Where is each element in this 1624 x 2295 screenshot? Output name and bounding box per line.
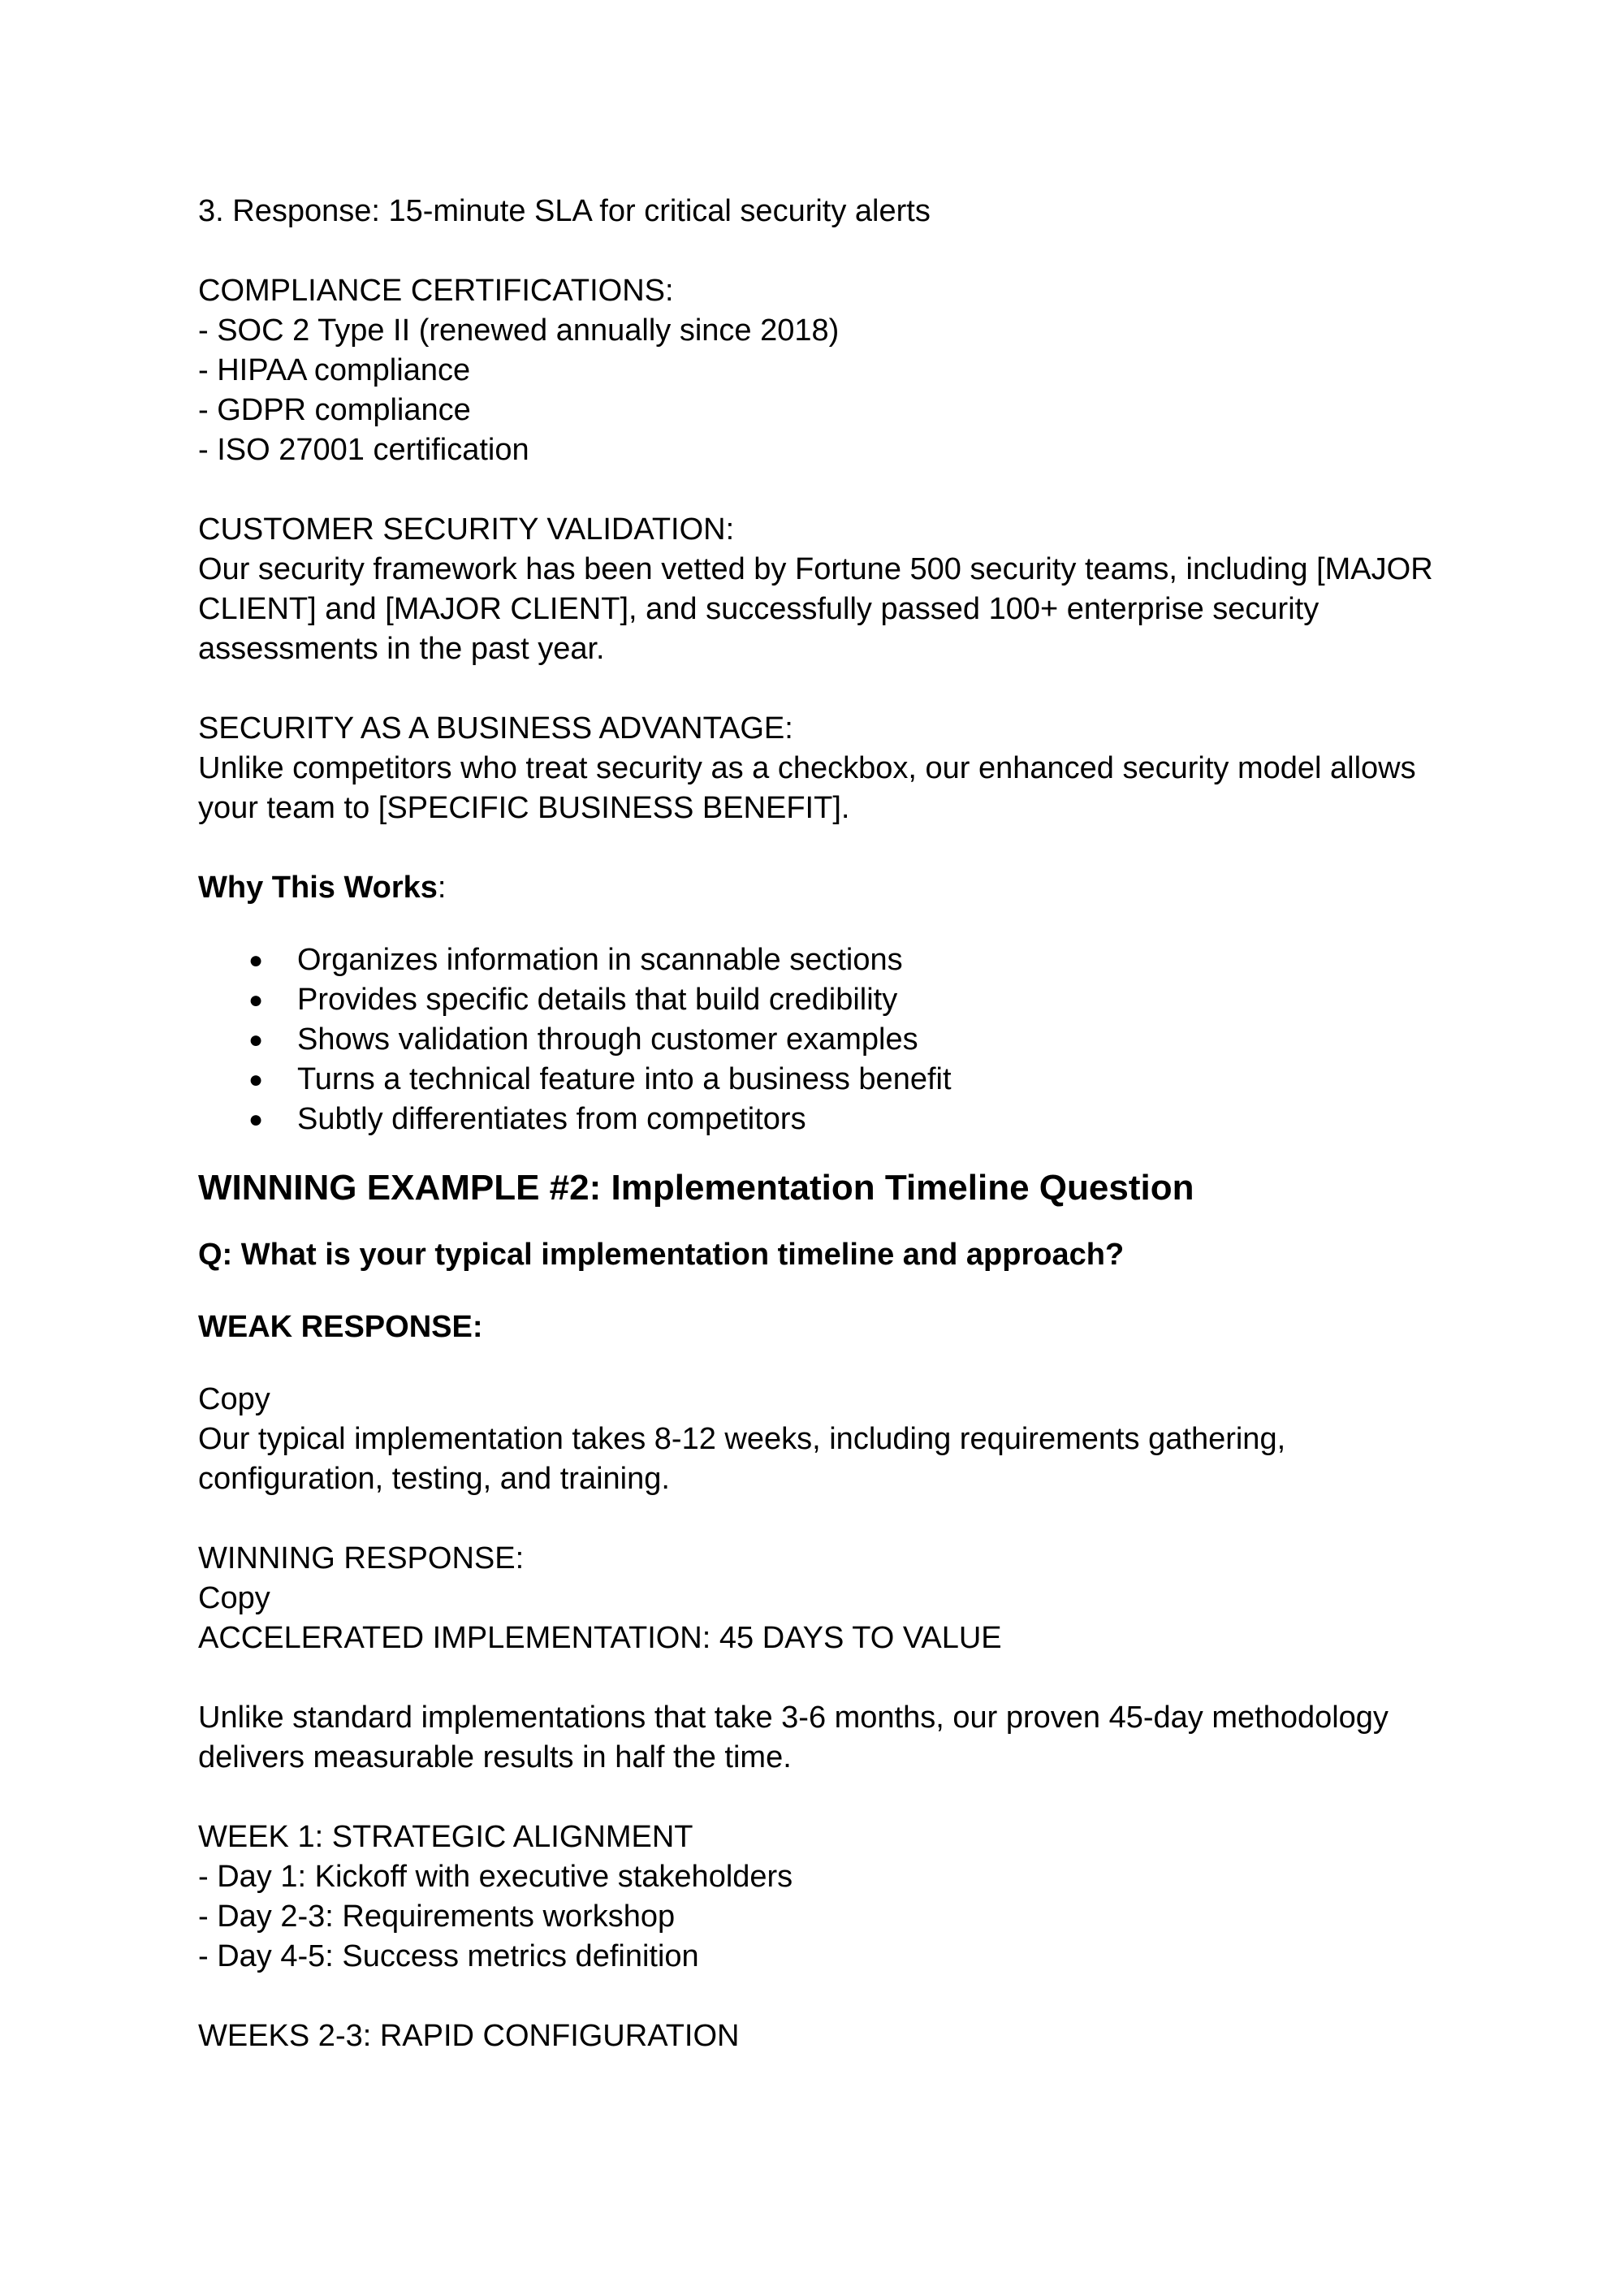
list-item-text: Shows validation through customer examples bbox=[297, 1022, 918, 1057]
compliance-heading: COMPLIANCE CERTIFICATIONS: bbox=[198, 274, 674, 308]
compliance-item: - HIPAA compliance bbox=[198, 353, 471, 387]
winning-copy-label: Copy bbox=[198, 1581, 270, 1615]
winning-response-label: WINNING RESPONSE: bbox=[198, 1541, 525, 1575]
advantage-text-line: your team to [SPECIFIC BUSINESS BENEFIT]. bbox=[198, 791, 850, 825]
spacer bbox=[198, 1275, 1449, 1307]
why-this-works-colon: : bbox=[437, 871, 447, 905]
response-sla-line: 3. Response: 15-minute SLA for critical security alerts bbox=[198, 194, 931, 228]
bullet-icon: ● bbox=[248, 987, 264, 1014]
week-1-item: - Day 2-3: Requirements workshop bbox=[198, 1900, 676, 1934]
weeks-2-3-heading: WEEKS 2-3: RAPID CONFIGURATION bbox=[198, 2019, 740, 2053]
week-1-heading: WEEK 1: STRATEGIC ALIGNMENT bbox=[198, 1820, 693, 1854]
spacer bbox=[198, 470, 1449, 510]
list-item-text: Organizes information in scannable sections bbox=[297, 943, 903, 977]
spacer bbox=[198, 231, 1449, 271]
why-this-works-bold: Why This Works bbox=[198, 871, 438, 905]
list-item bbox=[198, 1100, 1449, 1139]
list-item bbox=[198, 980, 1449, 1020]
list-item-text: Turns a technical feature into a business benefit bbox=[297, 1062, 952, 1096]
spacer bbox=[198, 1347, 1449, 1380]
week-1-item: - Day 4-5: Success metrics definition bbox=[198, 1939, 699, 1973]
spacer bbox=[198, 1778, 1449, 1817]
example-2-heading: WINNING EXAMPLE #2: Implementation Timeline Question bbox=[198, 1168, 1194, 1208]
advantage-text-line: Unlike competitors who treat security as a checkbox, our enhanced security model allows bbox=[198, 751, 1416, 785]
spacer bbox=[198, 1658, 1449, 1698]
advantage-heading: SECURITY AS A BUSINESS ADVANTAGE: bbox=[198, 711, 793, 746]
week-1-item: - Day 1: Kickoff with executive stakeholders bbox=[198, 1860, 793, 1894]
bullet-icon: ● bbox=[248, 947, 264, 974]
list-item-text: Subtly differentiates from competitors bbox=[297, 1102, 806, 1136]
spacer bbox=[198, 828, 1449, 868]
list-item bbox=[198, 940, 1449, 980]
why-bullet-list bbox=[198, 940, 1449, 1139]
intro-line: delivers measurable results in half the time. bbox=[198, 1740, 792, 1774]
spacer bbox=[198, 669, 1449, 709]
compliance-item: - ISO 27001 certification bbox=[198, 433, 529, 467]
spacer bbox=[198, 908, 1449, 940]
compliance-item: - GDPR compliance bbox=[198, 393, 471, 427]
weak-response-line: Our typical implementation takes 8-12 weeks, including requirements gathering, bbox=[198, 1422, 1286, 1456]
list-item-text: Provides specific details that build credibility bbox=[297, 983, 898, 1017]
weak-response-line: configuration, testing, and training. bbox=[198, 1462, 670, 1496]
list-item bbox=[198, 1060, 1449, 1100]
list-item bbox=[198, 1020, 1449, 1060]
document-page bbox=[198, 192, 1449, 2056]
validation-text-line: Our security framework has been vetted by Fortune 500 security teams, including [MAJOR bbox=[198, 552, 1433, 586]
bullet-icon: ● bbox=[248, 1106, 264, 1133]
weak-response-label: WEAK RESPONSE: bbox=[198, 1310, 483, 1344]
example-2-question: Q: What is your typical implementation timeline and approach? bbox=[198, 1238, 1125, 1272]
validation-heading: CUSTOMER SECURITY VALIDATION: bbox=[198, 512, 735, 547]
bullet-icon: ● bbox=[248, 1026, 264, 1053]
validation-text-line: CLIENT] and [MAJOR CLIENT], and successfully passed 100+ enterprise security bbox=[198, 592, 1320, 626]
spacer bbox=[198, 1977, 1449, 2016]
intro-line: Unlike standard implementations that take 3-6 months, our proven 45-day methodology bbox=[198, 1701, 1389, 1735]
validation-text-line: assessments in the past year. bbox=[198, 632, 605, 666]
weak-copy-label: Copy bbox=[198, 1382, 270, 1416]
spacer bbox=[198, 1499, 1449, 1539]
accelerated-heading: ACCELERATED IMPLEMENTATION: 45 DAYS TO VALUE bbox=[198, 1621, 1002, 1655]
bullet-icon: ● bbox=[248, 1066, 264, 1093]
compliance-item: - SOC 2 Type II (renewed annually since 2018) bbox=[198, 313, 840, 348]
why-this-works-label bbox=[198, 868, 1449, 908]
